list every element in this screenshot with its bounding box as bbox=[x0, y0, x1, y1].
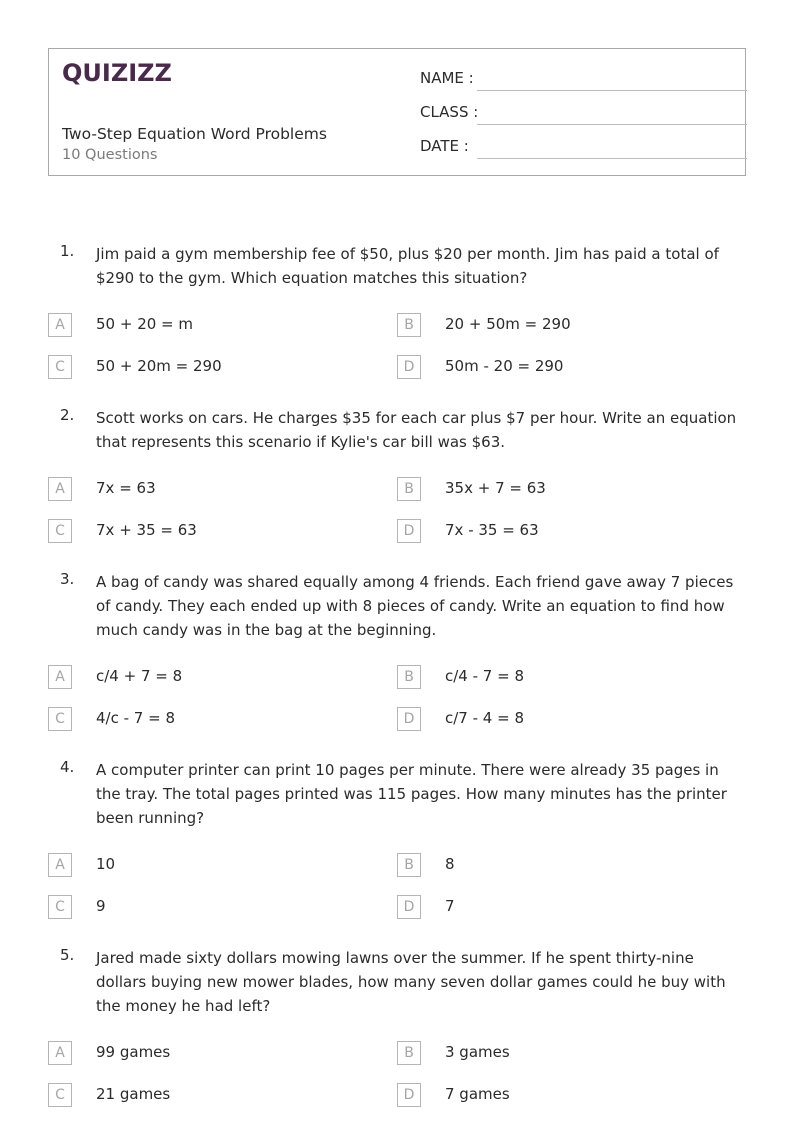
date-line bbox=[477, 158, 747, 159]
option-letter: C bbox=[48, 895, 72, 919]
option-letter: B bbox=[397, 477, 421, 501]
option-text: 8 bbox=[445, 855, 455, 873]
question-text: Jim paid a gym membership fee of $50, plus $20 per month. Jim has paid a total of $290 to the gym. Which equation matches this situation? bbox=[96, 245, 719, 287]
option-text: 50 + 20 = m bbox=[96, 315, 193, 333]
option-text: 50m - 20 = 290 bbox=[445, 357, 564, 375]
question-text: A computer printer can print 10 pages per minute. There were already 35 pages in the tray. The total pages printed was 115 pages. How many minutes has the printer been running? bbox=[96, 761, 727, 827]
option-letter: A bbox=[48, 853, 72, 877]
question-text: A bag of candy was shared equally among 4 friends. Each friend gave away 7 pieces of candy. They each ended up with 8 pieces of candy. Write an equation to find how much candy was in the bag at the beginning. bbox=[96, 573, 734, 639]
option-letter: B bbox=[397, 1041, 421, 1065]
option-text: c/4 + 7 = 8 bbox=[96, 667, 183, 685]
option-letter: D bbox=[397, 707, 421, 731]
question-number: 3. bbox=[60, 570, 75, 588]
option-letter: A bbox=[48, 313, 72, 337]
option-letter: B bbox=[397, 313, 421, 337]
option-text: 7x - 35 = 63 bbox=[445, 521, 539, 539]
worksheet-header bbox=[48, 48, 746, 176]
option-letter: C bbox=[48, 1083, 72, 1107]
option-text: 20 + 50m = 290 bbox=[445, 315, 571, 333]
worksheet-title: Two-Step Equation Word Problems bbox=[62, 125, 327, 143]
option-letter: A bbox=[48, 1041, 72, 1065]
class-field[interactable] bbox=[420, 103, 740, 125]
question-number: 1. bbox=[60, 242, 75, 260]
quizizz-logo: QUIZIZZ bbox=[62, 59, 172, 87]
date-field[interactable] bbox=[420, 137, 740, 159]
question-number: 4. bbox=[60, 758, 75, 776]
question-text: Scott works on cars. He charges $35 for each car plus $7 per hour. Write an equation that represents this scenario if Kylie's car bill was $63. bbox=[96, 409, 737, 451]
option-letter: D bbox=[397, 355, 421, 379]
option-text: 9 bbox=[96, 897, 106, 915]
option-letter: A bbox=[48, 665, 72, 689]
option-text: c/7 - 4 = 8 bbox=[445, 709, 524, 727]
option-letter: D bbox=[397, 519, 421, 543]
name-line bbox=[477, 90, 747, 91]
option-text: 35x + 7 = 63 bbox=[445, 479, 546, 497]
question-number: 5. bbox=[60, 946, 75, 964]
option-text: 99 games bbox=[96, 1043, 171, 1061]
date-label: DATE : bbox=[420, 137, 469, 155]
option-text: 4/c - 7 = 8 bbox=[96, 709, 175, 727]
option-letter: B bbox=[397, 853, 421, 877]
option-letter: D bbox=[397, 1083, 421, 1107]
option-text: 7x + 35 = 63 bbox=[96, 521, 197, 539]
option-text: 21 games bbox=[96, 1085, 171, 1103]
option-letter: C bbox=[48, 519, 72, 543]
question-text: Jared made sixty dollars mowing lawns over the summer. If he spent thirty-nine dollars buying new mower blades, how many seven dollar games could he buy with the money he had left? bbox=[96, 949, 726, 1015]
option-text: 3 games bbox=[445, 1043, 510, 1061]
question-number: 2. bbox=[60, 406, 75, 424]
option-text: 7 bbox=[445, 897, 455, 915]
option-letter: D bbox=[397, 895, 421, 919]
option-text: 7x = 63 bbox=[96, 479, 156, 497]
class-label: CLASS : bbox=[420, 103, 479, 121]
option-letter: C bbox=[48, 355, 72, 379]
name-label: NAME : bbox=[420, 69, 474, 87]
question-count: 10 Questions bbox=[62, 147, 158, 163]
option-text: 50 + 20m = 290 bbox=[96, 357, 222, 375]
name-field[interactable] bbox=[420, 69, 740, 91]
option-letter: A bbox=[48, 477, 72, 501]
option-text: c/4 - 7 = 8 bbox=[445, 667, 524, 685]
option-text: 10 bbox=[96, 855, 116, 873]
option-text: 7 games bbox=[445, 1085, 510, 1103]
class-line bbox=[477, 124, 747, 125]
option-letter: B bbox=[397, 665, 421, 689]
option-letter: C bbox=[48, 707, 72, 731]
